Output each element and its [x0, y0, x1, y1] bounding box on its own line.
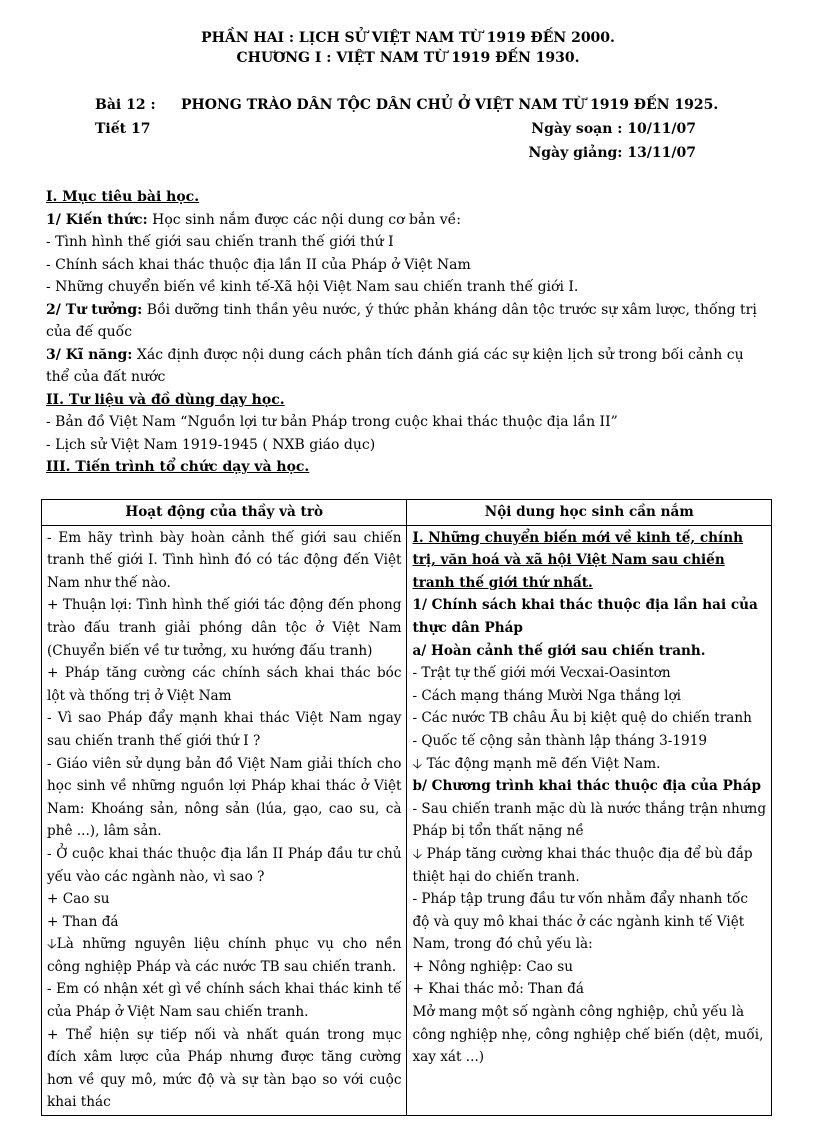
- lesson-body: [46, 186, 770, 479]
- content-cell: [407, 525, 772, 1115]
- skill-label: 3/ Kĩ năng:: [46, 346, 133, 363]
- activity-line: + Cao su: [47, 891, 110, 908]
- chapter-title: CHƯƠNG I : VIỆT NAM TỪ 1919 ĐẾN 1930.: [236, 50, 580, 66]
- objectives-heading: I. Mục tiêu bài học.: [46, 189, 200, 205]
- skill-text: Xác định được nội dung cách phân tích đánh giá các sự kiện lịch sử trong bối cảnh cụ thể của đất nước: [46, 346, 744, 385]
- thought-label: 2/ Tư tưởng:: [46, 301, 143, 318]
- material-item: - Bản đồ Việt Nam “Nguồn lợi tư bản Pháp trong cuộc khai thác thuộc địa lần II”: [46, 414, 618, 430]
- content-item: - Trật tự thế giới mới Vecxai-Oasintơn: [412, 665, 671, 682]
- content-item: 🡣 Pháp tăng cường khai thác thuộc địa để bù đắp thiệt hại do chiến tranh.: [412, 845, 753, 885]
- part-title: PHẦN HAI : LỊCH SỬ VIỆT NAM TỪ 1919 ĐẾN 2000.: [201, 30, 615, 46]
- prep-date: Ngày soạn : 10/11/07: [531, 121, 696, 137]
- materials-heading: II. Tư liệu và đồ dùng dạy học.: [46, 391, 285, 408]
- content-item: + Nông nghiệp: Cao su: [412, 958, 574, 975]
- activity-line: + Thể hiện sự tiếp nối và nhất quán trong mục đích xâm lược của Pháp nhưng được tăng cường hơn về quy mô, mức độ và sự tàn bạo so với cuộc khai thác: [47, 1026, 402, 1111]
- activity-line: - Em hãy trình bày hoàn cảnh thế giới sau chiến tranh thế giới I. Tình hình đó có tác động đến Việt Nam như thế nào.: [47, 529, 402, 591]
- content-item: - Pháp tập trung đầu tư vốn nhằm đẩy nhanh tốc độ và quy mô khai thác ở các ngành kinh tế Việt Nam, trong đó chủ yếu là:: [412, 891, 748, 953]
- process-heading: III. Tiến trình tổ chức dạy và học.: [46, 459, 310, 475]
- knowledge-label: 1/ Kiến thức:: [46, 211, 148, 228]
- activity-line: + Pháp tăng cường các chính sách khai thác bóc lột và thống trị ở Việt Nam: [47, 665, 402, 704]
- content-item: - Cách mạng tháng Mười Nga thắng lợi: [412, 687, 681, 704]
- lesson-title: PHONG TRÀO DÂN TỘC DÂN CHỦ Ở VIỆT NAM TỪ 1919 ĐẾN 1925.: [181, 97, 719, 113]
- content-subheading: 1/ Chính sách khai thác thuộc địa lần hai của thực dân Pháp: [412, 597, 758, 636]
- col-header-content: Nội dung học sinh cần nắm: [407, 500, 772, 526]
- lesson-number: Bài 12 :: [95, 97, 156, 113]
- thought-paragraph: [46, 299, 770, 344]
- period-label: Tiết 17: [95, 121, 151, 137]
- content-item: - Sau chiến tranh mặc dù là nước thắng trận nhưng Pháp bị tổn thất nặng nề: [412, 800, 767, 840]
- content-item: Mở mang một số ngành công nghiệp, chủ yếu là công nghiệp nhẹ, công nghiệp chế biến (dệt, muối, xay xát ...): [412, 1004, 764, 1066]
- skill-paragraph: [46, 344, 770, 389]
- table-header-row: [42, 500, 772, 526]
- knowledge-text: Học sinh nắm được các nội dung cơ bản về:: [147, 211, 462, 228]
- col-header-activities: Hoạt động của thầy và trò: [42, 500, 407, 526]
- content-item: + Khai thác mỏ: Than đá: [412, 981, 584, 998]
- content-item: - Quốc tế cộng sản thành lập tháng 3-1919: [412, 732, 707, 749]
- knowledge-item: - Chính sách khai thác thuộc địa lần II của Pháp ở Việt Nam: [46, 256, 471, 273]
- knowledge-item: - Những chuyển biến về kinh tế-Xã hội Việt Nam sau chiến tranh thế giới I.: [46, 279, 579, 295]
- content-item: 🡣 Tác động mạnh mẽ đến Việt Nam.: [412, 755, 661, 772]
- material-item: - Lịch sử Việt Nam 1919-1945 ( NXB giáo dục): [46, 436, 376, 453]
- content-section-heading: I. Những chuyển biến mới về kinh tế, chính trị, văn hoá và xã hội Việt Nam sau chiến tranh thế giới thứ nhất.: [412, 529, 743, 591]
- activity-line: - Ở cuộc khai thác thuộc địa lần II Pháp đầu tư chủ yếu vào các ngành nào, vì sao ?: [47, 845, 402, 885]
- teach-date: Ngày giảng: 13/11/07: [528, 145, 696, 161]
- lesson-table: [41, 499, 772, 1116]
- knowledge-paragraph: [46, 209, 770, 232]
- content-subheading: a/ Hoàn cảnh thế giới sau chiến tranh.: [412, 642, 706, 659]
- activity-line: - Giáo viên sử dụng bản đồ Việt Nam giải thích cho học sinh về những nguồn lợi Pháp khai thác ở Việt Nam: Khoáng sản, nông sản (lúa, gạo, cao su, cà phê ...), lâm sản.: [47, 755, 402, 840]
- knowledge-item: - Tình hình thế giới sau chiến tranh thế giới thứ I: [46, 234, 394, 250]
- table-row: [42, 525, 772, 1115]
- activity-line: - Em có nhận xét gì về chính sách khai thác kinh tế của Pháp ở Việt Nam sau chiến tranh.: [47, 981, 402, 1021]
- activity-line: + Than đá: [47, 913, 119, 930]
- activities-cell: [42, 525, 407, 1115]
- activity-line: - Vì sao Pháp đẩy mạnh khai thác Việt Nam ngay sau chiến tranh thế giới thứ I ?: [47, 710, 402, 749]
- activity-line: + Thuận lợi: Tình hình thế giới tác động đến phong trào đấu tranh giải phóng dân tộc ở Việt Nam (Chuyển biến về tư tưởng, xu hướng đấu tranh): [47, 597, 402, 659]
- content-subheading: b/ Chương trình khai thác thuộc địa của Pháp: [412, 778, 762, 795]
- thought-text: Bồi dưỡng tinh thần yêu nước, ý thức phản kháng dân tộc trước sự xâm lược, thống trị của đế quốc: [46, 301, 757, 340]
- activity-line: 🡣Là những nguyên liệu chính phục vụ cho nền công nghiệp Pháp và các nước TB sau chiến tranh.: [47, 936, 402, 975]
- content-item: - Các nước TB châu Âu bị kiệt quệ do chiến tranh: [412, 710, 752, 727]
